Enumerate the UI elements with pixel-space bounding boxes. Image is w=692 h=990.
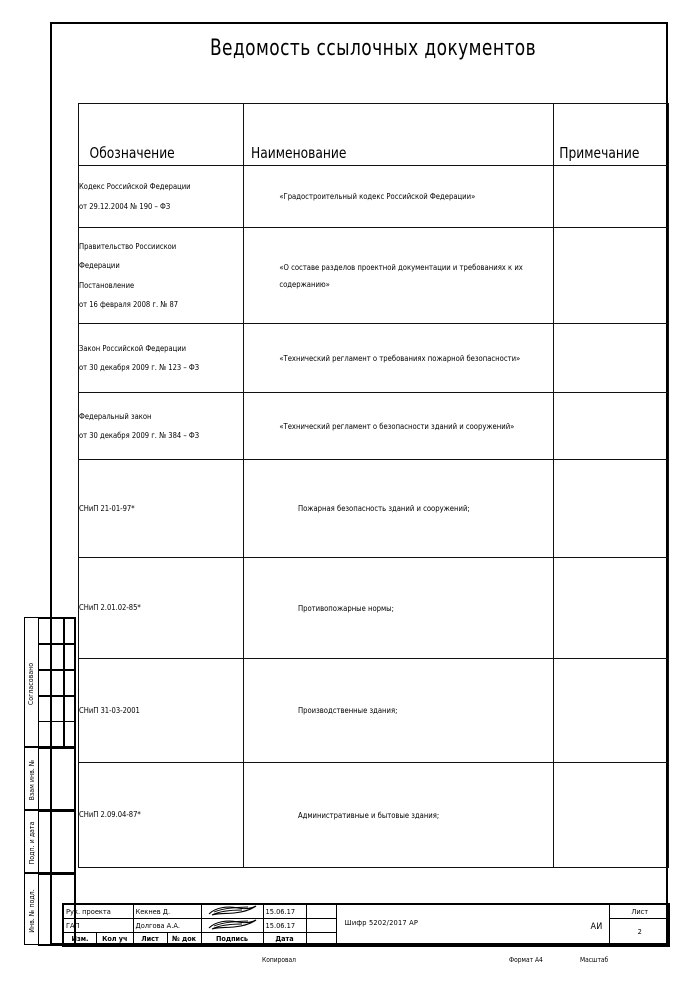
- name-line: «Технический регламент о безопасности зданий и сооружений»: [279, 420, 515, 431]
- role-person: Долгова А.А.: [133, 918, 201, 932]
- footer-copied-by: Копировал: [262, 956, 296, 964]
- name-line: «Градостроительный кодекс Российской Федерации»: [279, 191, 476, 202]
- margin-label-podp-i-data: Подп. и дата: [28, 821, 36, 865]
- table-row: [79, 763, 669, 868]
- cell-note: [554, 393, 669, 460]
- tb-col-kol-uch: Кол уч: [102, 934, 128, 944]
- table-row: [79, 324, 669, 393]
- margin-grid-row: [38, 618, 75, 644]
- stage-label: АИ: [590, 922, 603, 932]
- table-row: [79, 166, 669, 228]
- name-line: Противопожарные нормы;: [297, 602, 394, 613]
- designation-line: СНиП 31-03-2001: [79, 704, 140, 715]
- name-line: Производственные здания;: [297, 705, 398, 716]
- margin-grid-row: [38, 696, 75, 722]
- title-block-table: [62, 903, 670, 947]
- cell-designation: [79, 659, 244, 763]
- signature-date: 15.06.17: [263, 918, 306, 932]
- sheet-label: Лист: [609, 904, 669, 918]
- cell-designation: [79, 324, 244, 393]
- name-line: «Технический регламент о требованиях пожарной безопасности»: [279, 352, 521, 363]
- designation-line: СНиП 2.01.02-85*: [79, 602, 141, 613]
- cell-name: [244, 228, 554, 324]
- tb-header-cell: [133, 932, 201, 946]
- header-cell-name: [244, 104, 554, 166]
- title-block: [62, 903, 668, 945]
- header-label-designation: Обозначение: [89, 144, 175, 162]
- margin-label-inv-n-podl: Инв. № подл.: [28, 889, 36, 933]
- tb-col-izm: Изм.: [64, 933, 97, 946]
- reference-documents-table: [78, 103, 669, 868]
- table-row: [79, 228, 669, 324]
- table-row: [79, 393, 669, 460]
- cell-name: [244, 393, 554, 460]
- signature-cell[interactable]: [201, 904, 263, 918]
- cell-note: [554, 228, 669, 324]
- margin-block-vzam-inv: [24, 747, 76, 810]
- margin-grid-row: [38, 644, 75, 670]
- designation-line: СНиП 21-01-97*: [79, 502, 135, 513]
- designation-line: Федерации: [79, 260, 120, 271]
- designation-line: Закон Российской Федерации: [79, 342, 187, 353]
- margin-block-podp-i-data: [24, 810, 76, 873]
- table-row: [79, 558, 669, 659]
- cell-designation: [79, 393, 244, 460]
- page-title: Ведомость ссылочных документов: [209, 36, 537, 61]
- cell-note: [554, 460, 669, 558]
- margin-grid-col: [38, 811, 75, 874]
- cell-name: [244, 659, 554, 763]
- cell-designation: [79, 558, 244, 659]
- header-cell-note: [554, 104, 669, 166]
- project-code: [336, 904, 609, 946]
- name-line: содержанию»: [279, 278, 330, 289]
- cell-note: [554, 763, 669, 868]
- designation-line: от 30 декабря 2009 г. № 123 – ФЗ: [79, 362, 200, 372]
- cell-name: [244, 324, 554, 393]
- margin-label-soglasovano: Согласовано: [27, 662, 35, 706]
- designation-line: Федеральный закон: [79, 410, 152, 421]
- name-line: Пожарная безопасность зданий и сооружений;: [297, 503, 470, 514]
- role-label: ГАП: [63, 918, 133, 932]
- designation-line: Кодекс Российской Федерации: [79, 181, 191, 192]
- signature-date: 15.06.17: [263, 904, 306, 918]
- table-row: [79, 659, 669, 763]
- signature-cell[interactable]: [201, 918, 263, 932]
- cell-note: [554, 659, 669, 763]
- title-block-role-row: [63, 904, 669, 918]
- spacer-cell: [306, 918, 336, 932]
- cell-name: [244, 460, 554, 558]
- project-code-text: Шифр 5202/2017 АР: [344, 918, 419, 927]
- margin-grid-row: [38, 670, 75, 696]
- tb-col-podpis: Подпись: [201, 932, 263, 946]
- cell-name: [244, 558, 554, 659]
- designation-line: СНиП 2.09.04-87*: [79, 809, 141, 820]
- role-label: Рук. проекта: [63, 904, 133, 918]
- tb-header-cell: [63, 932, 133, 946]
- header-label-name: Наименование: [251, 144, 347, 162]
- signature-icon: [206, 905, 258, 917]
- header-label-note: Примечание: [559, 144, 640, 162]
- designation-line: Постановление: [79, 279, 135, 290]
- cell-name: [244, 166, 554, 228]
- margin-grid-col: [38, 748, 75, 811]
- designation-line: от 16 февраля 2008 г. № 87: [79, 298, 179, 309]
- cell-note: [554, 324, 669, 393]
- role-person: Кекнев Д.: [133, 904, 201, 918]
- table-header-row: [79, 104, 669, 166]
- tb-col-data: Дата: [263, 932, 306, 946]
- designation-line: от 30 декабря 2009 г. № 384 – ФЗ: [79, 430, 200, 440]
- sheet-number: 2: [609, 918, 669, 946]
- spacer-cell: [306, 904, 336, 918]
- tb-col-list: Лист: [134, 933, 168, 946]
- footer-format: Формат А4: [509, 956, 543, 964]
- cell-designation: [79, 460, 244, 558]
- margin-label-vzam-inv: Взам инв. №: [28, 759, 36, 801]
- cell-designation: [79, 228, 244, 324]
- cell-note: [554, 166, 669, 228]
- designation-line: Правительство Россиискои: [79, 240, 177, 251]
- cell-name: [244, 763, 554, 868]
- name-line: Административные и бытовые здания;: [297, 809, 440, 820]
- cell-note: [554, 558, 669, 659]
- designation-line: от 29.12.2004 № 190 – ФЗ: [79, 200, 171, 211]
- header-cell-designation: [79, 104, 244, 166]
- tb-col-ndok: № док: [171, 934, 197, 944]
- name-line: «О составе разделов проектной документации и требованиях к их: [279, 262, 523, 273]
- cell-designation: [79, 166, 244, 228]
- footer-scale: Масштаб: [580, 956, 609, 964]
- spacer-cell: [306, 932, 336, 946]
- signature-icon: [206, 919, 258, 931]
- table-row: [79, 460, 669, 558]
- cell-designation: [79, 763, 244, 868]
- margin-block-soglasovano: [24, 617, 76, 747]
